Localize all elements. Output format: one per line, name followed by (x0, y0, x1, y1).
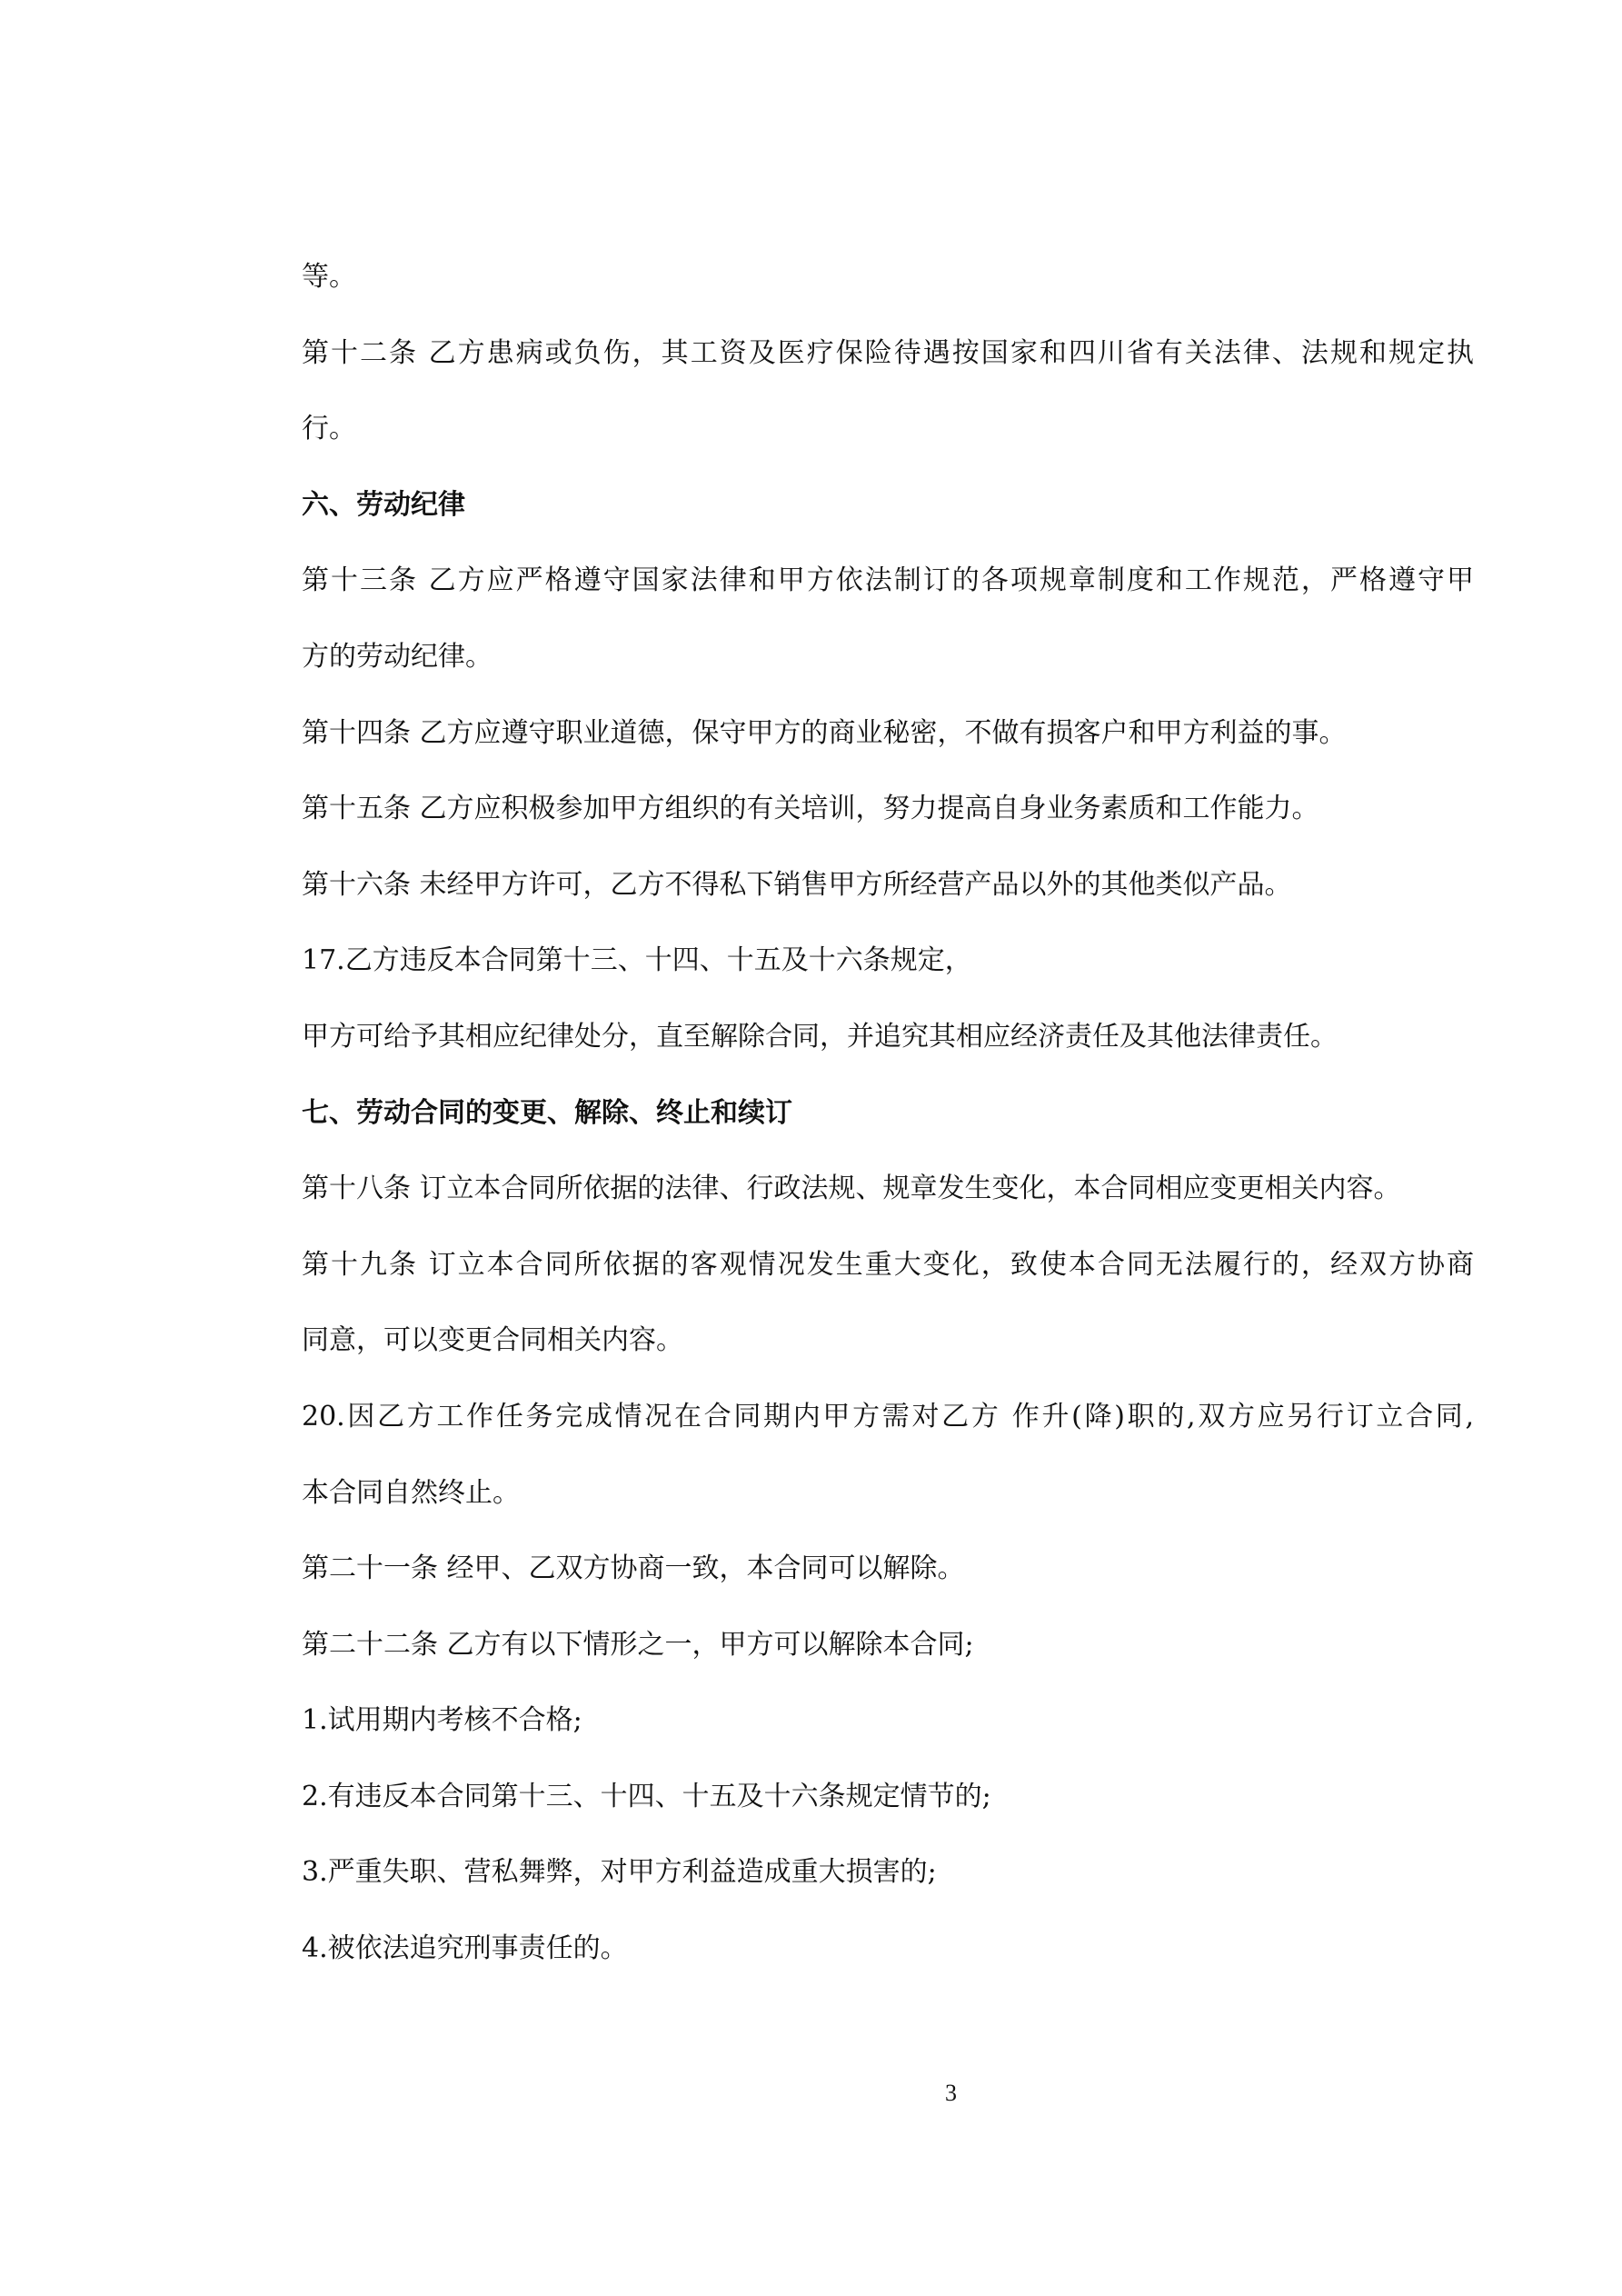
section-heading: 七、劳动合同的变更、解除、终止和续订 (302, 1096, 792, 1129)
section-heading: 六、劳动纪律 (302, 488, 465, 521)
paragraph-line: 20.因乙方工作任务完成情况在合同期内甲方需对乙方 作升(降)职的,双方应另行订立合同, (302, 1400, 1474, 1433)
page-number: 3 (945, 2080, 957, 2106)
paragraph-line: 第十二条 乙方患病或负伤，其工资及医疗保险待遇按国家和四川省有关法律、法规和规定执 (302, 336, 1474, 369)
paragraph-line: 2.有违反本合同第十三、十四、十五及十六条规定情节的; (302, 1780, 991, 1812)
paragraph-line: 等。 (302, 261, 356, 293)
document-body (302, 239, 1474, 1987)
paragraph-line: 4.被依法追究刑事责任的。 (302, 1932, 628, 1965)
paragraph-line: 17.乙方违反本合同第十三、十四、十五及十六条规定， (302, 944, 972, 977)
paragraph-line: 甲方可给予其相应纪律处分，直至解除合同，并追究其相应经济责任及其他法律责任。 (302, 1020, 1338, 1053)
paragraph-line: 3.严重失职、营私舞弊，对甲方利益造成重大损害的; (302, 1856, 937, 1889)
paragraph-line: 第二十一条 经甲、乙双方协商一致，本合同可以解除。 (302, 1552, 965, 1585)
paragraph-line: 第十六条 未经甲方许可，乙方不得私下销售甲方所经营产品以外的其他类似产品。 (302, 868, 1292, 901)
paragraph-line: 方的劳动纪律。 (302, 640, 493, 673)
paragraph-line: 行。 (302, 413, 356, 445)
paragraph-line: 本合同自然终止。 (302, 1476, 520, 1509)
paragraph-line: 第二十二条 乙方有以下情形之一，甲方可以解除本合同; (302, 1628, 974, 1661)
paragraph-line: 第十五条 乙方应积极参加甲方组织的有关培训，努力提高自身业务素质和工作能力。 (302, 793, 1319, 825)
paragraph-line: 1.试用期内考核不合格; (302, 1704, 582, 1737)
paragraph-line: 第十四条 乙方应遵守职业道德，保守甲方的商业秘密，不做有损客户和甲方利益的事。 (302, 716, 1347, 749)
paragraph-line: 第十八条 订立本合同所依据的法律、行政法规、规章发生变化，本合同相应变更相关内容。 (302, 1173, 1401, 1205)
paragraph-line: 第十三条 乙方应严格遵守国家法律和甲方依法制订的各项规章制度和工作规范，严格遵守甲 (302, 564, 1474, 597)
paragraph-line: 第十九条 订立本合同所依据的客观情况发生重大变化，致使本合同无法履行的，经双方协商 (302, 1248, 1474, 1281)
paragraph-line: 同意，可以变更合同相关内容。 (302, 1324, 683, 1357)
